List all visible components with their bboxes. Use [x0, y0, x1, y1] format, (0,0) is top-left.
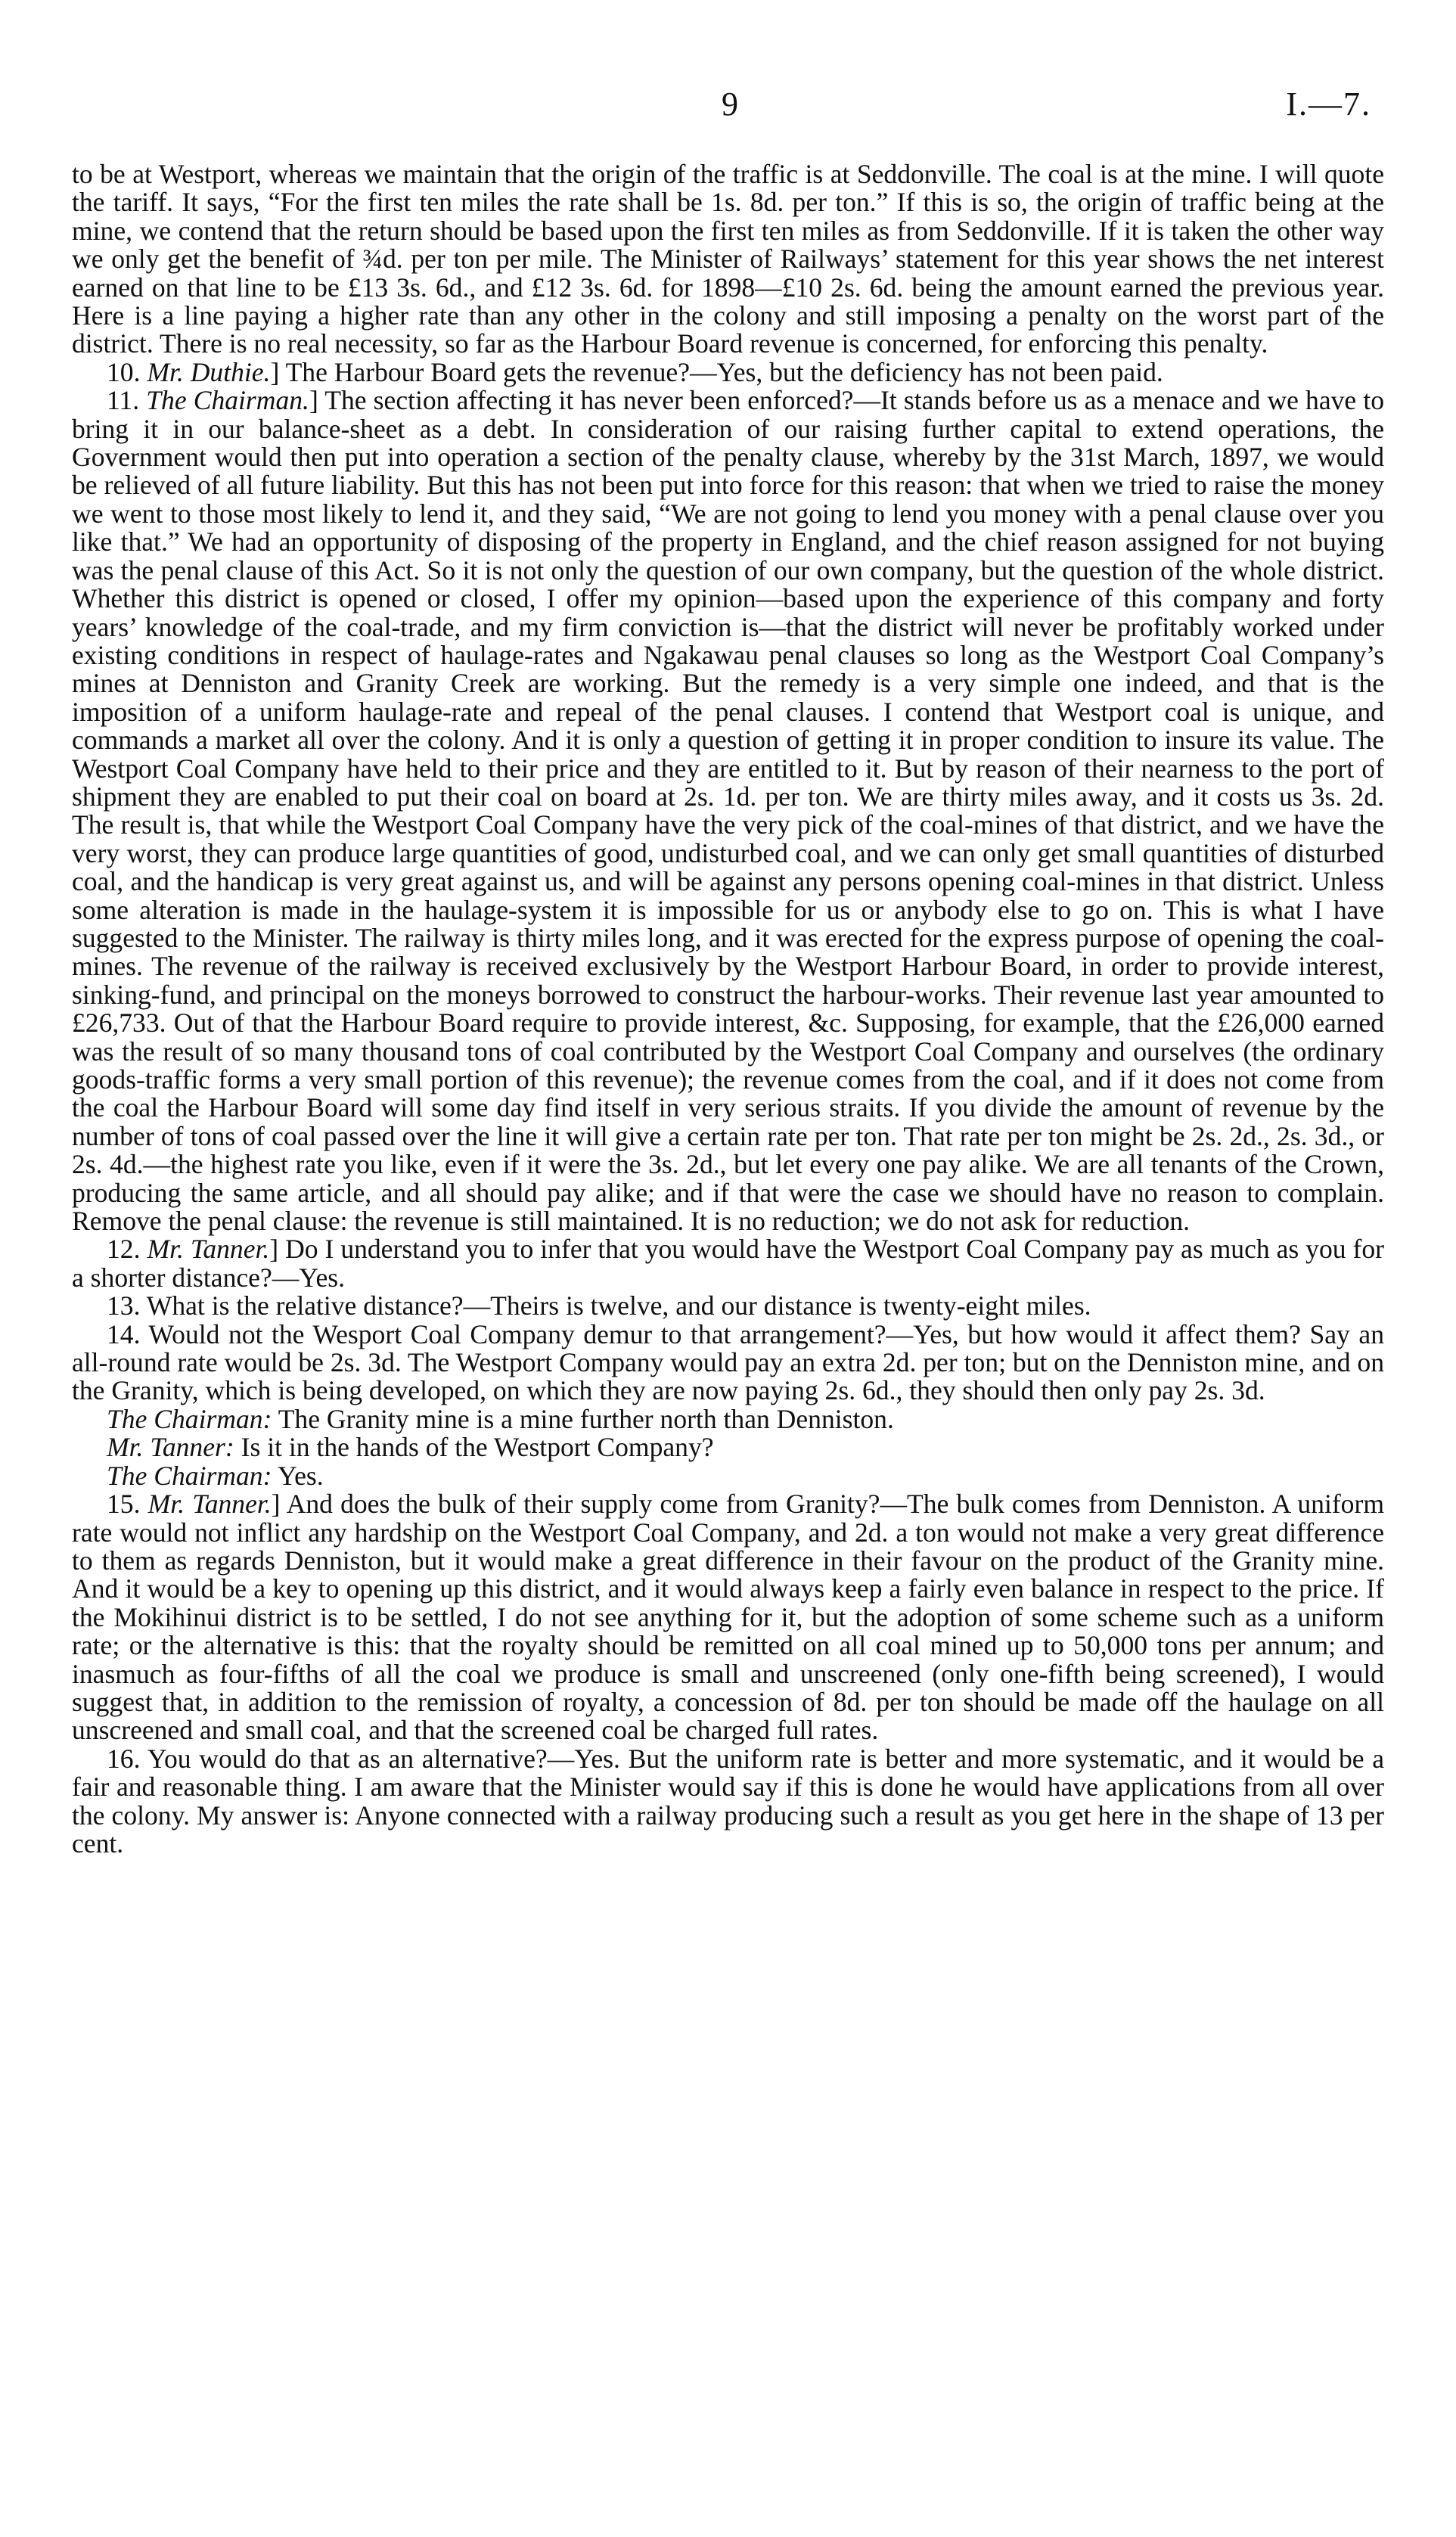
question-text: Would not the Wesport Coal Company demur to that arrangement?—Yes, but how would it affect them? Say an all-round rate would be 2s. 3d. The Westport Company would pay an extra 2d. per ton; but on the Denniston mine, and on the Granity, which is being developed, on which they are now paying 2s. 6d., they should then only pay 2s. 3d. [72, 1318, 1384, 1406]
document-reference: I.—7. [1286, 85, 1371, 123]
speaker-name: The Chairman: [107, 1403, 272, 1434]
question-15: 15. Mr. Tanner.] And does the bulk of their supply come from Granity?—The bulk comes from Denniston. A uniform rate would not inflict any hardship on the Westport Coal Company, and 2d. a ton would not make a very great difference to them as regards Denniston, but it would make a great difference in their favour on the product of the Granity mine. And it would be a key to opening up this district, and it would always keep a fairly even balance in respect to the price. If the Mokihinui district is to be settled, I do not see anything for it, but the adoption of some scheme such as a uniform rate; or the alternative is this: that the royalty should be remitted on all coal mined up to 50,000 tons per annum; and inasmuch as four-fifths of all the coal we produce is small and unscreened (only one-fifth being screened), I would suggest that, in addition to the remission of royalty, a concession of 8d. per ton should be made off the haulage on all unscreened and small coal, and that the screened coal be charged full rates. [72, 1489, 1384, 1746]
speaker-name: Mr. Tanner. [147, 1489, 272, 1520]
question-text: Do I understand you to infer that you would have the Westport Coal Company pay as much as you for a shorter distance?—Yes. [72, 1234, 1384, 1293]
dialogue-line [72, 1433, 1384, 1461]
question-12: 12. Mr. Tanner.] Do I understand you to infer that you would have the Westport Coal Company pay as much as you for a shorter distance?—Yes. [72, 1234, 1384, 1293]
body-text [72, 160, 1384, 1858]
page-number: 9 [722, 85, 738, 123]
question-10: 10. Mr. Duthie.] The Harbour Board gets the revenue?—Yes, but the deficiency has not been paid. [107, 356, 1163, 387]
question-11: 11. The Chairman.] The section affecting it has never been enforced?—It stands before us as a menace and we have to bring it in our balance-sheet as a debt. In consideration of our raising further capital to extend operations, the Government would then put into operation a section of the penalty clause, whereby by the 31st March, 1897, we would be relieved of all future liability. But this has not been put into force for this reason: that when we tried to raise the money we went to those most likely to lend it, and they said, “We are not going to lend you money with a penal clause over you like that.” We had an opportunity of disposing of the property in England, and the chief reason assigned for not buying was the penal clause of this Act. So it is not only the question of our own company, but the question of the whole district. Whether this district is opened or closed, I offer my opinion—based upon the experience of this company and forty years’ knowledge of the coal-trade, and my firm conviction is—that the district will never be profitably worked under existing conditions in respect of haulage-rates and Ngakawau penal clauses so long as the Westport Coal Company’s mines at Denniston and Granity Creek are working. But the remedy is a very simple one indeed, and that is the imposition of a uniform haulage-rate and repeal of the penal clauses. I contend that Westport coal is unique, and commands a market all over the colony. And it is only a question of getting it in proper condition to insure its value. The Westport Coal Company have held to their price and they are entitled to it. But by reason of their nearness to the port of shipment they are enabled to put their coal on board at 2s. 1d. per ton. We are thirty miles away, and it costs us 3s. 2d. The result is, that while the Westport Coal Company have the very pick of the coal-mines of that district, and we have the very worst, they can produce large quantities of good, undisturbed coal, and we can only get small quantities of disturbed coal, and the handicap is very great against us, and will be against any persons opening coal-mines in that district. Unless some alteration is made in the haulage-system it is impossible for us or anybody else to go on. This is what I have suggested to the Minister. The railway is thirty miles long, and it was erected for the express purpose of opening the coal-mines. The revenue of the railway is received exclusively by the Westport Harbour Board, in order to provide interest, sinking-fund, and principal on the moneys borrowed to construct the harbour-works. Their revenue last year amounted to £26,733. Out of that the Harbour Board require to provide interest, &c. Supposing, for example, that the £26,000 earned was the result of so many thousand tons of coal contributed by the Westport Coal Company and ourselves (the ordinary goods-traffic forms a very small portion of this revenue); the revenue comes from the coal, and if it does not come from the coal the Harbour Board will some day find itself in very serious straits. If you divide the amount of revenue by the number of tons of coal passed over the line it will give a certain rate per ton. That rate per ton might be 2s. 2d., 2s. 3d., or 2s. 4d.—the highest rate you like, even if it were the 3s. 2d., but let every one pay alike. We are all tenants of the Crown, producing the same article, and all should pay alike; and if that were the case we should have no reason to complain. Remove the penal clause: the revenue is still maintained. It is no reduction; we do not ask for reduction. [72, 385, 1384, 1237]
dialogue-text: Yes. [278, 1460, 324, 1491]
dialogue-line [72, 1462, 1384, 1490]
speaker-name: The Chairman: [107, 1460, 272, 1491]
question-number: 13. [107, 1290, 141, 1321]
question-text: What is the relative distance?—Theirs is twelve, and our distance is twenty-eight miles. [146, 1290, 1091, 1321]
question-number: 12. [107, 1234, 141, 1265]
question-number: 11. [107, 385, 140, 416]
question-number: 16. [107, 1743, 141, 1774]
dialogue-text: The Granity mine is a mine further north than Denniston. [278, 1403, 894, 1434]
question-14 [72, 1318, 1384, 1406]
question-number: 15. [107, 1489, 141, 1520]
dialogue-line [72, 1405, 1384, 1433]
page-header [0, 82, 1456, 127]
speaker-name: Mr. Duthie. [147, 356, 271, 387]
speaker-name: The Chairman. [146, 385, 309, 416]
question-13 [72, 1292, 1384, 1320]
question-text: The section affecting it has never been enforced?—It stands before us as a menace and we have to bring it in our balance-sheet as a debt. In consideration of our raising further capital to extend operations, the Government would then put into operation a section of the penalty clause, whereby by the 31st March, 1897, we would be relieved of all future liability. But this has not been put into force for this reason: that when we tried to raise the money we went to those most likely to lend it, and they said, “We are not going to lend you money with a penal clause over you like that.” We had an opportunity of disposing of the property in England, and the chief reason assigned for not buying was the penal clause of this Act. So it is not only the question of our own company, but the question of the whole district. Whether this district is opened or closed, I offer my opinion—based upon the experience of this company and forty years’ knowledge of the coal-trade, and my firm conviction is—that the district will never be profitably worked under existing conditions in respect of haulage-rates and Ngakawau penal clauses so long as the Westport Coal Company’s mines at Denniston and Granity Creek are working. But the remedy is a very simple one indeed, and that is the imposition of a uniform haulage-rate and repeal of the penal clauses. I contend that Westport coal is unique, and commands a market all over the colony. And it is only a question of getting it in proper condition to insure its value. The Westport Coal Company have held to their price and they are entitled to it. But by reason of their nearness to the port of shipment they are enabled to put their coal on board at 2s. 1d. per ton. We are thirty miles away, and it costs us 3s. 2d. The result is, that while the Westport Coal Company have the very pick of the coal-mines of that district, and we have the very worst, they can produce large quantities of good, undisturbed coal, and we can only get small quantities of disturbed coal, and the handicap is very great against us, and will be against any persons opening coal-mines in that district. Unless some alteration is made in the haulage-system it is impossible for us or anybody else to go on. This is what I have suggested to the Minister. The railway is thirty miles long, and it was erected for the express purpose of opening the coal-mines. The revenue of the railway is received exclusively by the Westport Harbour Board, in order to provide interest, sinking-fund, and principal on the moneys borrowed to construct the harbour-works. Their revenue last year amounted to £26,733. Out of that the Harbour Board require to provide interest, &c. Supposing, for example, that the £26,000 earned was the result of so many thousand tons of coal contributed by the Westport Coal Company and ourselves (the ordinary goods-traffic forms a very small portion of this revenue); the revenue comes from the coal, and if it does not come from the coal the Harbour Board will some day find itself in very serious straits. If you divide the amount of revenue by the number of tons of coal passed over the line it will give a certain rate per ton. That rate per ton might be 2s. 2d., 2s. 3d., or 2s. 4d.—the highest rate you like, even if it were the 3s. 2d., but let every one pay alike. We are all tenants of the Crown, producing the same article, and all should pay alike; and if that were the case we should have no reason to complain. Remove the penal clause: the revenue is still maintained. It is no reduction; we do not ask for reduction. [72, 385, 1384, 1237]
question-number: 14. [107, 1318, 141, 1349]
speaker-name: Mr. Tanner: [107, 1432, 234, 1463]
paragraph-text: to be at Westport, whereas we maintain that the origin of the traffic is at Seddonville. The coal is at the mine. I will quote the tariff. It says, “For the first ten miles the rate shall be 1s. 8d. per ton.” If this is so, the origin of traffic being at the mine, we contend that the return should be based upon the first ten miles as from Seddonville. If it is taken the other way we only get the benefit of ¾d. per ton per mile. The Minister of Railways’ statement for this year shows the net interest earned on that line to be £13 3s. 6d., and £12 3s. 6d. for 1898—£10 2s. 6d. being the amount earned the previous year. Here is a line paying a higher rate than any other in the colony and still imposing a penalty on the worst part of the district. There is no real necessity, so far as the Harbour Board revenue is concerned, for enforcing this penalty. [72, 159, 1384, 359]
question-text: And does the bulk of their supply come from Granity?—The bulk comes from Denniston. A uniform rate would not inflict any hardship on the Westport Coal Company, and 2d. a ton would not make a very great difference to them as regards Denniston, but it would make a great difference in their favour on the product of the Granity mine. And it would be a key to opening up this district, and it would always keep a fairly even balance in respect to the price. If the Mokihinui district is to be settled, I do not see anything for it, but the adoption of some scheme such as a uniform rate; or the alternative is this: that the royalty should be remitted on all coal mined up to 50,000 tons per annum; and inasmuch as four-fifths of all the coal we produce is small and unscreened (only one-fifth being screened), I would suggest that, in addition to the remission of royalty, a concession of 8d. per ton should be made off the haulage on all unscreened and small coal, and that the screened coal be charged full rates. [72, 1489, 1384, 1746]
question-text: The Harbour Board gets the revenue?—Yes, but the deficiency has not been paid. [285, 356, 1163, 387]
speaker-name: Mr. Tanner. [147, 1234, 270, 1265]
dialogue-text: Is it in the hands of the Westport Company? [241, 1432, 714, 1463]
paragraph [72, 160, 1384, 359]
question-text: You would do that as an alternative?—Yes. But the uniform rate is better and more systematic, and it would be a fair and reasonable thing. I am aware that the Minister would say if this is done he would have applications from all over the colony. My answer is: Anyone connected with a railway producing such a result as you get here in the shape of 13 per cent. [72, 1743, 1384, 1858]
question-16 [72, 1745, 1384, 1858]
question-number: 10. [107, 356, 141, 387]
